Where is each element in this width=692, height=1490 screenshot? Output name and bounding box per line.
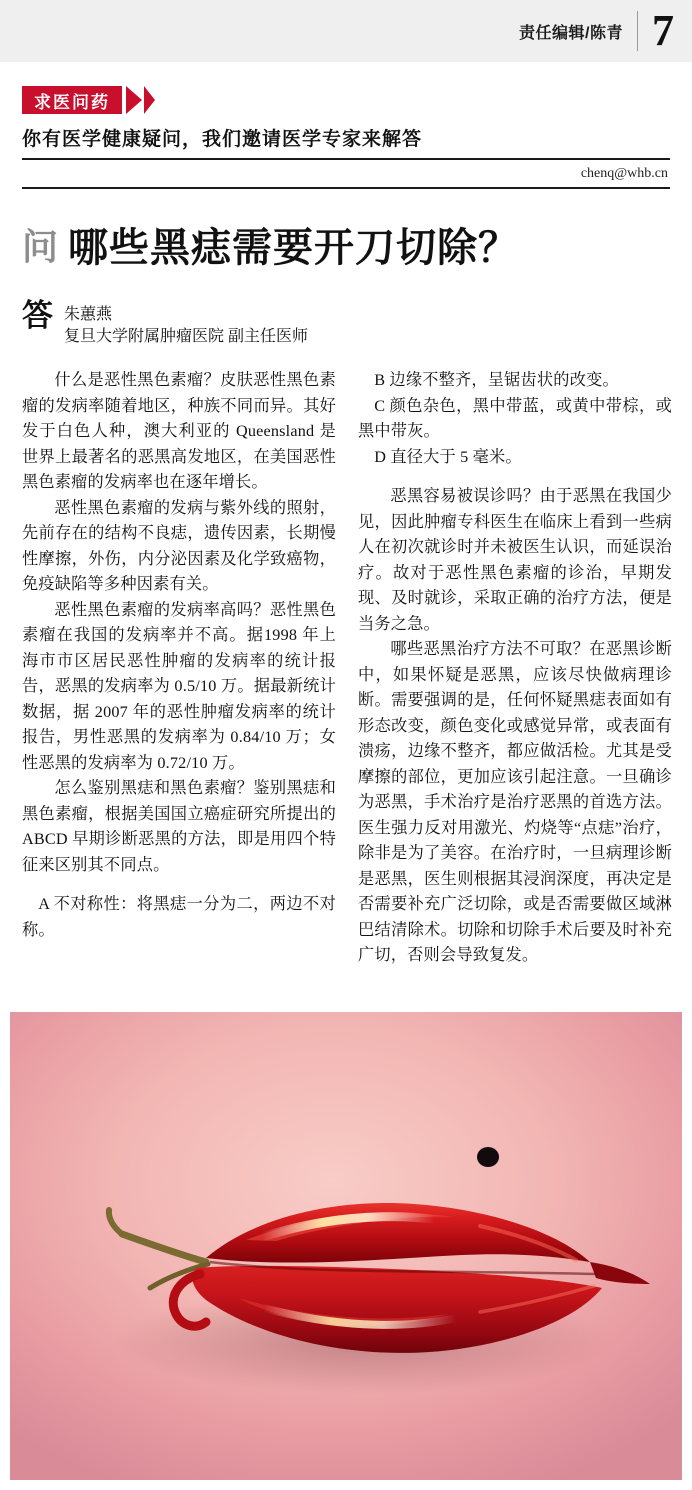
section-rule-bottom (22, 187, 670, 189)
beauty-mark-dot (477, 1147, 499, 1167)
section-banner-row (22, 86, 670, 114)
chili-lips-illustration (10, 1012, 682, 1480)
byline (22, 300, 670, 347)
masthead-content (519, 8, 678, 54)
arrow-icon-group (122, 86, 157, 114)
editor-credit: 责任编辑/陈青 (519, 24, 623, 42)
paragraph-criterion-c: C 颜色杂色，黑中带蓝，或黄中带棕，或黑中带灰。 (358, 396, 672, 440)
paragraph: 什么是恶性黑色素瘤？皮肤恶性黑色素瘤的发病率随着地区，种族不同而异。其好发于白色人种，澳大利亚的 Queensland 是世界上最著名的恶黑高发地区，在美国恶性黑色素瘤的发病率也在逐年增长。 (22, 371, 336, 491)
author-name: 朱蕙燕 (64, 306, 113, 323)
section-subtitle: 你有医学健康疑问，我们邀请医学专家来解答 (22, 129, 423, 150)
arrow-right-icon (126, 86, 142, 114)
paragraph: 哪些恶黑治疗方法不可取？在恶黑诊断中，如果怀疑是恶黑，应该尽快做病理诊断。需要强调的是，任何怀疑黑痣表面如有形态改变，颜色变化或感觉异常，或表面有溃疡，边缘不整齐，都应做活检。尤其是受摩擦的部位，更加应该引起注意。一旦确诊为恶黑，手术治疗是治疗恶黑的首选方法。医生强力反对用激光、灼烧等“点痣”治疗，除非是为了美容。在治疗时，一旦病理诊断是恶黑，医生则根据其浸润深度，再决定是否需要补充广泛切除，或是否需要做区域淋巴结清除术。切除和切除手术后要及时补充广切，否则会导致复发。 (358, 640, 672, 964)
paragraph: 怎么鉴别黑痣和黑色素瘤？鉴别黑痣和黑色素瘤，根据美国国立癌症研究所提出的 ABCD 早期诊断恶黑的方法，即是用四个特征来区别其不同点。 (22, 779, 336, 874)
section-tag: 求医问药 (22, 86, 122, 114)
section-header (22, 86, 670, 189)
article-photo (10, 1012, 682, 1480)
paragraph-criterion-b: B 边缘不整齐，呈锯齿状的改变。 (374, 371, 619, 389)
headline (22, 228, 670, 268)
paragraph: 恶黑容易被误诊吗？由于恶黑在我国少见，因此肿瘤专科医生在临床上看到一些病人在初次就诊时并未被医生认识，而延误治疗。故对于恶性黑色素瘤的诊治，早期发现、及时就诊，采取正确的治疗方法，便是当务之急。 (358, 487, 672, 633)
page-number: 7 (652, 6, 674, 55)
byline-text (64, 300, 308, 347)
article-column-left (22, 368, 336, 988)
question-marker: 问 (22, 226, 59, 267)
page-title: 哪些黑痣需要开刀切除？ (68, 226, 520, 270)
article-column-right (358, 368, 672, 988)
author-affiliation: 复旦大学附属肿瘤医院 副主任医师 (64, 327, 309, 345)
answer-marker: 答 (22, 298, 53, 333)
paragraph-criterion-d: D 直径大于 5 毫米。 (374, 447, 522, 466)
contact-email[interactable]: chenq@whb.cn (580, 166, 668, 181)
masthead-bar (0, 0, 692, 62)
article-body (22, 368, 672, 988)
paragraph: 恶性黑色素瘤的发病与紫外线的照射，先前存在的结构不良痣，遗传因素，长期慢性摩擦，外伤，内分泌因素及化学致癌物，免疫缺陷等多种因素有关。 (22, 498, 336, 593)
arrow-right-icon-small (144, 86, 155, 114)
paragraph-criterion-a: A 不对称性：将黑痣一分为二，两边不对称。 (22, 895, 336, 939)
paragraph: 恶性黑色素瘤的发病率高吗？恶性黑色素瘤在我国的发病率并不高。据1998 年上海市市区居民恶性肿瘤的发病率的统计报告，恶黑的发病率为 0.5/10 万。据最新统计数据，据 2007 年的恶性肿瘤发病率的统计报告，男性恶黑的发病率为 0.84/10 万；女性恶黑的发病率为 0.72/10 万。 (22, 600, 336, 772)
